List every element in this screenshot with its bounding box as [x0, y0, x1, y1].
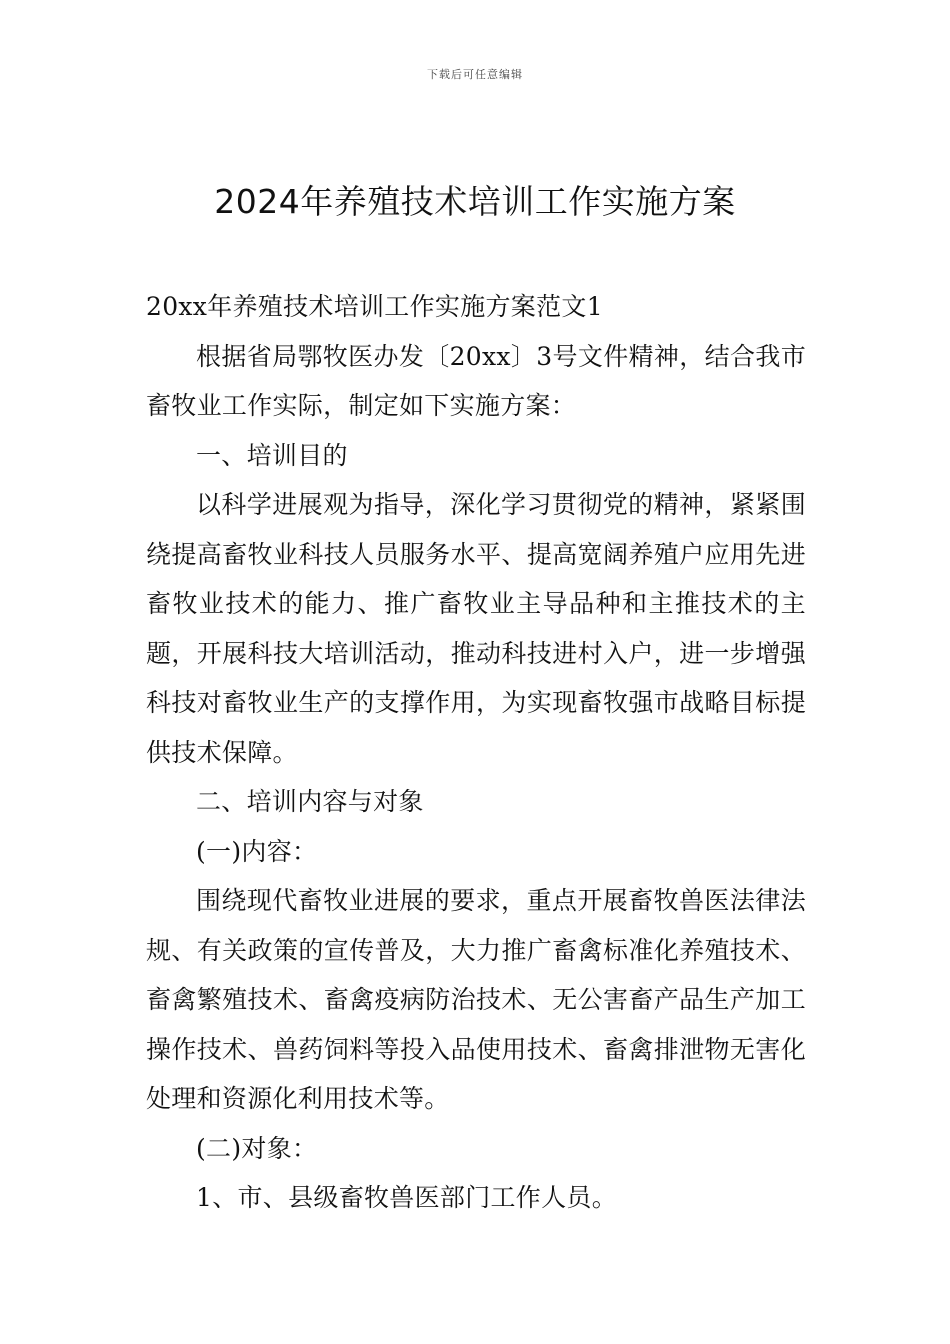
section-heading-fanwen: 20xx年养殖技术培训工作实施方案范文1	[146, 292, 603, 321]
heading-training-purpose: 一、培训目的	[196, 440, 348, 470]
paragraph-training-purpose: 以科学进展观为指导，深化学习贯彻党的精神，紧紧围绕提高畜牧业科技人员服务水平、提高宽阔养殖户应用先进畜牧业技术的能力、推广畜牧业主导品种和主推技术的主题，开展科技大培训活动，推动科技进村入户，进一步增强科技对畜牧业生产的支撑作用，为实现畜牧强市战略目标提供技术保障。	[146, 490, 806, 767]
list-item-audience-1: 1、市、县级畜牧兽医部门工作人员。	[196, 1183, 618, 1212]
document-body	[146, 282, 806, 1223]
paragraph-intro: 根据省局鄂牧医办发〔20xx〕3号文件精神，结合我市畜牧业工作实际，制定如下实施方案：	[146, 341, 806, 420]
heading-content-and-audience: 二、培训内容与对象	[196, 787, 424, 816]
subheading-content: (一)内容：	[196, 836, 318, 866]
header-note: 下载后可任意编辑	[427, 68, 523, 81]
paragraph-content: 围绕现代畜牧业进展的要求，重点开展畜牧兽医法律法规、有关政策的宣传普及，大力推广畜禽标准化养殖技术、畜禽繁殖技术、畜禽疫病防治技术、无公害畜产品生产加工操作技术、兽药饲料等投入品使用技术、畜禽排泄物无害化处理和资源化利用技术等。	[146, 886, 806, 1113]
document-title: 2024年养殖技术培训工作实施方案	[214, 182, 736, 221]
subheading-audience: (二)对象：	[196, 1133, 318, 1163]
